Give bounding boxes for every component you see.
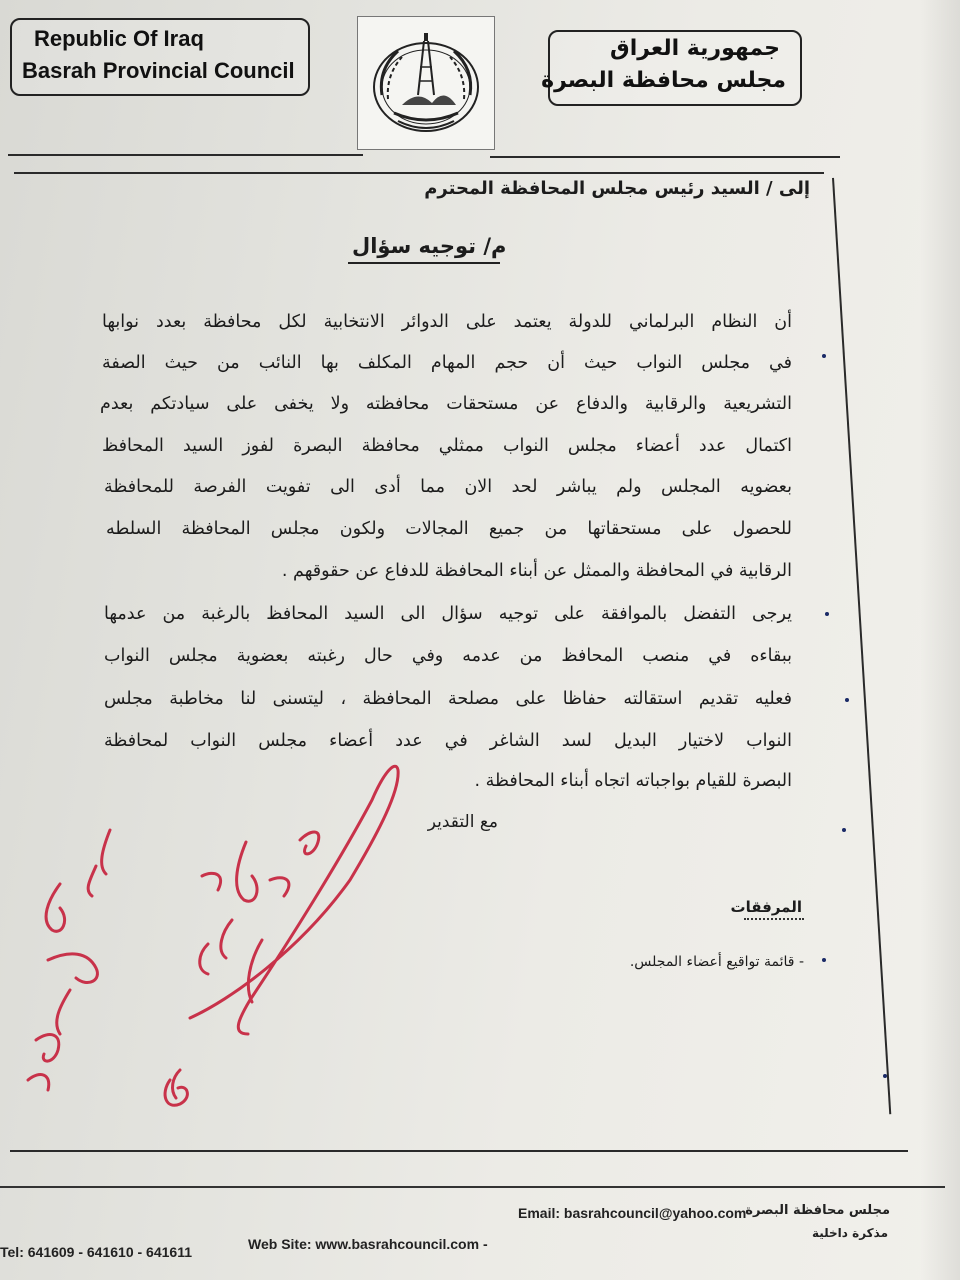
council-logo [357, 16, 495, 150]
footer-phone: Tel: 641609 - 641610 - 641611 [0, 1244, 193, 1260]
frame-right-border [832, 178, 891, 1114]
body-line: للحصول على مستحقاتها من جميع المجالات ولكون مجلس المحافظة السلطه [106, 519, 792, 539]
subject-underline [348, 262, 500, 264]
header-council-ar: مجلس محافظة البصرة [541, 68, 786, 93]
footer-memo-ar: مذكرة داخلية [811, 1226, 888, 1240]
body-line: يرجى التفضل بالموافقة على توجيه سؤال الى السيد المحافظ بالرغبة من عدمها [104, 604, 792, 624]
footer-website: Web Site: www.basrahcouncil.com - [248, 1236, 488, 1252]
header-council-en: Basrah Provincial Council [22, 58, 295, 83]
ink-dot [883, 1074, 887, 1078]
ink-dot [842, 828, 846, 832]
body-line: البصرة للقيام بواجباته اتجاه أبناء المحافظة . [474, 771, 792, 791]
addressee-line: إلى / السيد رئيس مجلس المحافظة المحترم [424, 178, 810, 199]
body-line: النواب لاختيار البديل لسد الشاغر في عدد أعضاء مجلس النواب لمحافظة [104, 731, 792, 751]
ink-dot [825, 612, 829, 616]
body-line: الرقابية في المحافظة والممثل عن أبناء المحافظة للدفاع عن حقوقهم . [281, 561, 792, 581]
header-country-en: Republic Of Iraq [34, 26, 204, 51]
body-line: أن النظام البرلماني للدولة يعتمد على الدوائر الانتخابية لكل محافظة بعدد نوابها [102, 312, 792, 332]
attachments-label: المرفقات [730, 898, 802, 916]
subject-line: م/ توجيه سؤال [352, 234, 507, 258]
attachments-underline [744, 918, 804, 920]
body-line: ببقاءه في منصب المحافظ من عدمه وفي حال رغبته بعضوية مجلس النواب [104, 646, 792, 666]
closing-regards: مع التقدير [427, 812, 498, 832]
body-line: اكتمال عدد أعضاء مجلس النواب ممثلي محافظة البصرة لفوز السيد المحافظ [102, 436, 792, 456]
frame-top-inner [14, 172, 824, 174]
ink-dot [822, 354, 826, 358]
footer-email: Email: basrahcouncil@yahoo.com [518, 1205, 747, 1221]
footer-rule [0, 1186, 945, 1188]
footer-council-ar: مجلس محافظة البصرة [745, 1203, 890, 1218]
attachments-item: - قائمة تواقيع أعضاء المجلس. [629, 954, 804, 970]
header-country-ar: جمهورية العراق [610, 36, 780, 61]
english-header-box [10, 18, 310, 96]
body-line: في مجلس النواب حيث أن حجم المهام المكلف بها النائب من حيث الصفة [102, 353, 792, 373]
body-line: فعليه تقديم استقالته حفاظا على مصلحة المحافظة ، ليتسنى لنا مخاطبة مجلس [104, 689, 792, 709]
ink-dot [822, 958, 826, 962]
council-emblem-icon [358, 17, 494, 149]
arabic-header-box [541, 30, 802, 106]
body-line: بعضويه المجلس ولم يباشر لحد الان مما أدى الى تفويت الفرصة للمحافظة [104, 477, 792, 497]
frame-top-left [8, 154, 363, 156]
frame-bottom-border [10, 1150, 908, 1152]
frame-top-right [490, 156, 840, 158]
ink-dot [845, 698, 849, 702]
body-line: التشريعية والرقابية والدفاع عن مستحقات محافظته ولا يخفى على سيادتكم بعدم [100, 394, 792, 414]
page-edge-shadow [920, 0, 960, 1280]
